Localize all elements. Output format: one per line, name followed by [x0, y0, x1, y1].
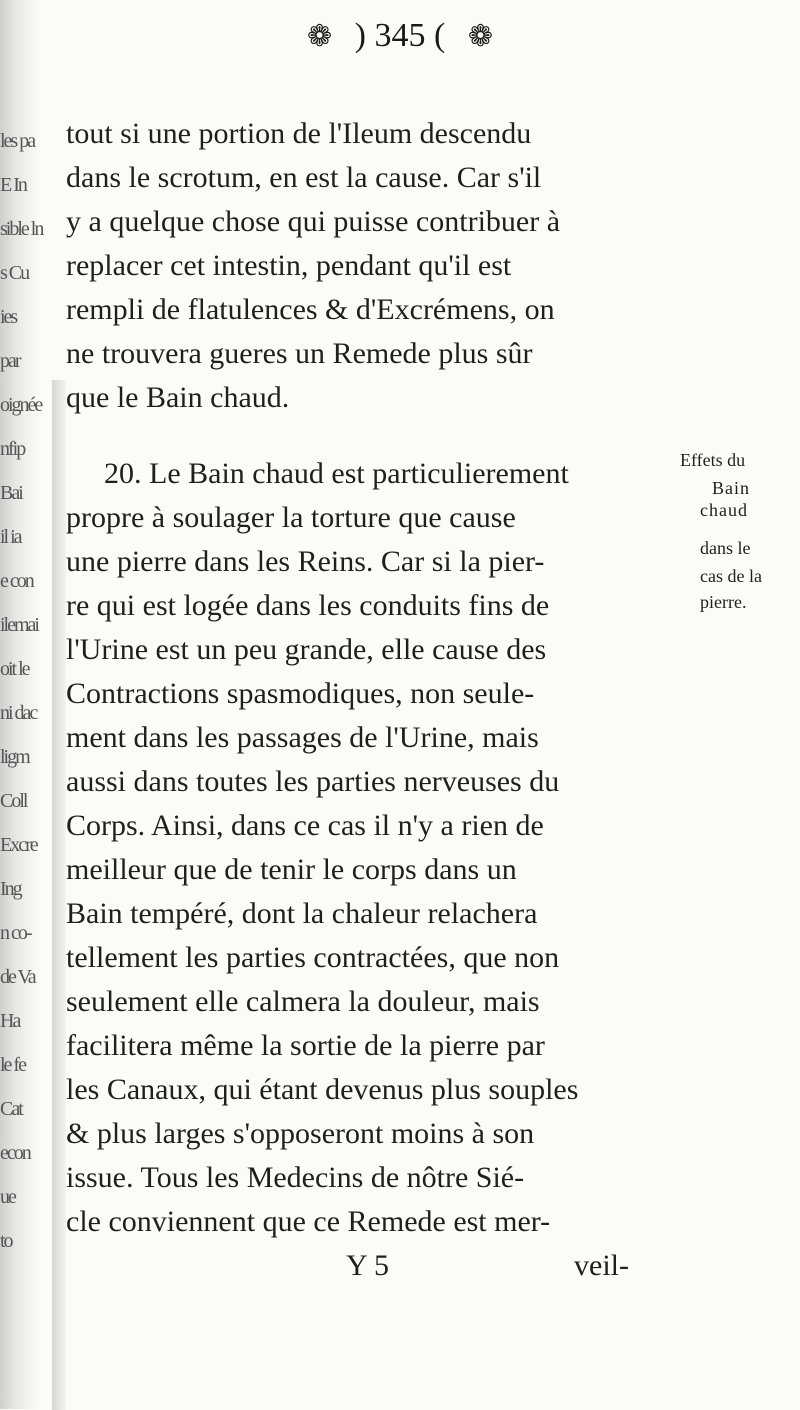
text-line: les Canaux, qui étant devenus plus souples — [66, 1073, 579, 1106]
text-line: & plus larges s'opposeront moins à son — [66, 1117, 535, 1150]
text-line: tellement les parties contractées, que non — [66, 941, 560, 974]
catchword: veil- — [574, 1249, 629, 1282]
bleed-fragment: ies — [0, 306, 17, 328]
ornament-right-icon: ❁ — [467, 20, 493, 53]
bleed-fragment: les pa — [0, 130, 35, 152]
text-line: ment dans les passages de l'Urine, mais — [66, 721, 539, 754]
bleed-fragment: s Cu — [0, 262, 29, 284]
bleed-fragment: Ha — [0, 1010, 20, 1032]
bleed-fragment: ilemai — [0, 614, 38, 636]
bleed-fragment: E In — [0, 174, 26, 196]
bleed-fragment: Excre — [0, 834, 37, 856]
margin-note-line: Effets du — [680, 450, 746, 470]
signature-mark: Y 5 — [346, 1249, 390, 1282]
bleed-fragment: Cat — [0, 1098, 22, 1120]
text-line: aussi dans toutes les parties nerveuses du — [66, 765, 560, 798]
bleed-fragment: ni dac — [0, 702, 37, 724]
text-line: une pierre dans les Reins. Car si la pier- — [66, 545, 545, 578]
bleed-fragment: oit le — [0, 658, 29, 680]
bleed-fragment: oignée — [0, 394, 42, 416]
margin-note-line: pierre. — [700, 592, 747, 612]
text-line: cle conviennent que ce Remede est mer- — [66, 1205, 551, 1238]
bleed-fragment: nfip — [0, 438, 25, 460]
text-line: issue. Tous les Medecins de nôtre Sié- — [66, 1161, 525, 1194]
text-line: propre à soulager la torture que cause — [66, 501, 516, 534]
text-line: que le Bain chaud. — [66, 381, 290, 414]
text-line: l'Urine est un peu grande, elle cause des — [66, 633, 547, 666]
page-number: ) 345 ( — [354, 17, 446, 54]
text-line: tout si une portion de l'Ileum descendu — [66, 117, 532, 150]
bleed-fragment: ue — [0, 1186, 15, 1208]
text-line: y a quelque chose qui puisse contribuer à — [66, 205, 561, 238]
text-line: rempli de flatulences & d'Excrémens, on — [66, 293, 555, 326]
page-header — [0, 6, 800, 66]
ornament-left-icon: ❁ — [307, 20, 333, 53]
bleed-fragment: e con — [0, 570, 33, 592]
text-line: Contractions spasmodiques, non seule- — [66, 677, 535, 710]
margin-note-line: Bain — [712, 478, 750, 498]
bleed-fragment: le fe — [0, 1054, 25, 1076]
bleed-fragment: Bai — [0, 482, 22, 504]
text-line: re qui est logée dans les conduits fins de — [66, 589, 550, 622]
text-line: facilitera même la sortie de la pierre par — [66, 1029, 545, 1062]
bleed-fragment: par — [0, 350, 20, 372]
bleed-fragment: to — [0, 1230, 12, 1252]
text-line: dans le scrotum, en est la cause. Car s'il — [66, 161, 542, 194]
text-line: seulement elle calmera la douleur, mais — [66, 985, 540, 1018]
bleed-fragment: sible ln — [0, 218, 43, 240]
text-line: Bain tempéré, dont la chaleur relachera — [66, 897, 538, 930]
text-line: Corps. Ainsi, dans ce cas il n'y a rien de — [66, 809, 544, 842]
bleed-fragment: il ia — [0, 526, 21, 548]
text-line: replacer cet intestin, pendant qu'il est — [66, 249, 512, 282]
bleed-fragment: n co- — [0, 922, 31, 944]
bleed-fragment: Coll — [0, 790, 27, 812]
bleed-fragment: de Va — [0, 966, 35, 988]
text-line: 20. Le Bain chaud est particulierement — [104, 457, 569, 490]
margin-note-line: cas de la — [700, 566, 762, 586]
bleed-fragment: Ing — [0, 878, 21, 900]
bleed-fragment: econ — [0, 1142, 30, 1164]
margin-note-line: chaud — [700, 500, 748, 520]
text-line: ne trouvera gueres un Remede plus sûr — [66, 337, 533, 370]
text-line: meilleur que de tenir le corps dans un — [66, 853, 517, 886]
margin-note-line: dans le — [700, 538, 751, 558]
bleed-fragment: ligm — [0, 746, 29, 768]
